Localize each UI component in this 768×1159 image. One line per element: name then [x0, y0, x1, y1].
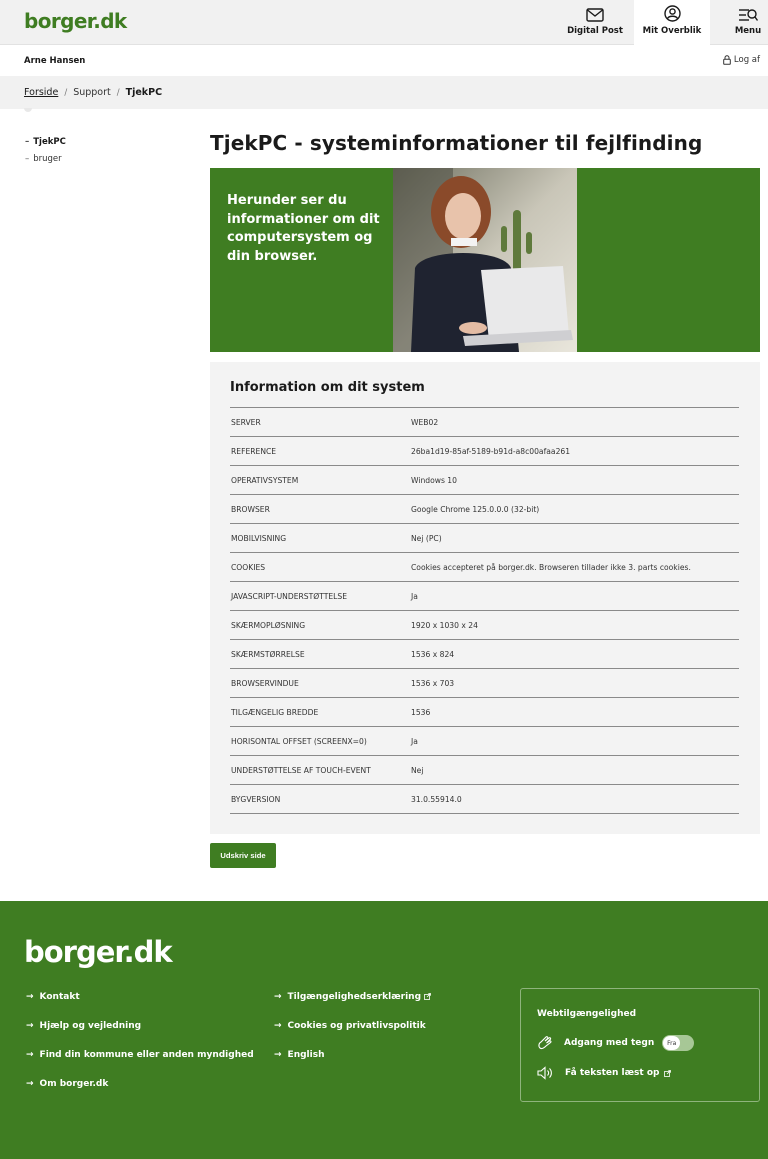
accessibility-panel	[520, 988, 760, 1102]
table-row	[230, 640, 739, 669]
table-row	[230, 727, 739, 756]
footer-link-cookies[interactable]	[274, 1011, 431, 1040]
breadcrumb-decoration	[24, 108, 32, 112]
row-value: 31.0.55914.0	[411, 794, 462, 804]
read-aloud-button[interactable]	[537, 1066, 682, 1080]
logout-label: Log af	[733, 55, 760, 65]
arrow-right-icon: →	[26, 1078, 34, 1089]
row-value: Ja	[411, 591, 418, 601]
sign-language-label: Adgang med tegn	[564, 1038, 655, 1048]
footer-link-label: Kontakt	[39, 991, 80, 1002]
footer-link-about[interactable]	[26, 1069, 254, 1098]
toggle-state-label: Fra	[663, 1036, 680, 1050]
top-header	[0, 0, 768, 45]
dash-icon: –	[25, 137, 30, 147]
side-navigation	[25, 137, 66, 171]
external-link-icon	[664, 1070, 671, 1077]
system-info-title: Information om dit system	[230, 380, 425, 395]
hero-photo	[393, 168, 577, 352]
footer-link-label: Om borger.dk	[39, 1078, 109, 1089]
breadcrumb-current: TjekPC	[125, 87, 163, 98]
mit-overblik-button[interactable]	[634, 0, 710, 45]
sidenav-item-bruger[interactable]	[25, 154, 66, 164]
row-value: Windows 10	[411, 475, 457, 485]
table-row	[230, 553, 739, 582]
row-key: JAVASCRIPT-UNDERSTØTTELSE	[231, 591, 348, 601]
speaker-icon	[537, 1066, 554, 1080]
site-logo[interactable]: borger.dk	[24, 9, 127, 33]
row-value: 26ba1d19-85af-5189-b91d-a8c00afaa261	[411, 446, 571, 456]
sign-language-row	[537, 1035, 694, 1051]
row-key: HORISONTAL OFFSET (SCREENX=0)	[231, 736, 367, 746]
footer-link-kontakt[interactable]	[26, 982, 254, 1011]
sidenav-item-tjekpc[interactable]	[25, 137, 66, 147]
site-footer	[0, 901, 768, 1159]
digital-post-button[interactable]	[562, 0, 628, 45]
digital-post-label: Digital Post	[567, 26, 623, 36]
footer-link-label: Cookies og privatlivspolitik	[287, 1020, 426, 1031]
accessibility-title: Webtilgængelighed	[537, 1009, 637, 1019]
row-key: BROWSER	[231, 504, 270, 514]
mit-overblik-label: Mit Overblik	[642, 26, 702, 36]
read-aloud-label: Få teksten læst op	[565, 1068, 660, 1078]
row-value: Google Chrome 125.0.0.0 (32-bit)	[411, 504, 540, 514]
sidenav-item-label: bruger	[33, 154, 62, 164]
system-info-box	[210, 362, 760, 834]
row-value: Ja	[411, 736, 418, 746]
menu-button[interactable]	[730, 0, 766, 45]
arrow-right-icon: →	[26, 1020, 34, 1031]
row-key: REFERENCE	[231, 446, 277, 456]
hero-text: Herunder ser du informationer om dit computersystem og din browser.	[227, 193, 380, 264]
row-key: OPERATIVSYSTEM	[231, 475, 299, 485]
row-value: 1536 x 824	[411, 649, 455, 659]
arrow-right-icon: →	[274, 1049, 282, 1060]
table-row	[230, 408, 739, 437]
row-key: BYGVERSION	[231, 794, 281, 804]
row-key: SERVER	[231, 417, 261, 427]
arrow-right-icon: →	[26, 991, 34, 1002]
table-row	[230, 669, 739, 698]
footer-links-column-1	[26, 982, 254, 1098]
row-value: 1536 x 703	[411, 678, 455, 688]
row-value: 1536	[411, 707, 431, 717]
breadcrumb-support[interactable]: Support	[73, 87, 111, 98]
table-row	[230, 785, 739, 814]
row-value: Cookies accepteret på borger.dk. Browseren tillader ikke 3. parts cookies.	[411, 562, 691, 572]
print-page-button[interactable]: Udskriv side	[210, 843, 276, 868]
footer-logo[interactable]: borger.dk	[24, 935, 172, 969]
arrow-right-icon: →	[274, 1020, 282, 1031]
footer-link-label: Hjælp og vejledning	[39, 1020, 142, 1031]
breadcrumb	[24, 87, 162, 98]
arrow-right-icon: →	[274, 991, 282, 1002]
logout-button[interactable]	[723, 55, 760, 65]
row-value: Nej	[411, 765, 424, 775]
row-key: BROWSERVINDUE	[231, 678, 299, 688]
dash-icon: –	[25, 154, 30, 164]
envelope-icon	[586, 8, 604, 22]
footer-link-help[interactable]	[26, 1011, 254, 1040]
breadcrumb-bar	[0, 76, 768, 109]
sign-language-hand-icon	[537, 1035, 553, 1051]
table-row	[230, 582, 739, 611]
menu-search-icon	[738, 8, 758, 22]
table-row	[230, 495, 739, 524]
external-link-icon	[424, 993, 431, 1000]
row-value: Nej (PC)	[411, 533, 442, 543]
system-info-table	[230, 407, 739, 814]
table-row	[230, 756, 739, 785]
footer-link-english[interactable]	[274, 1040, 431, 1069]
footer-links-column-2	[274, 982, 431, 1069]
table-row	[230, 524, 739, 553]
user-name: Arne Hansen	[24, 56, 86, 66]
row-key: COOKIES	[231, 562, 266, 572]
row-key: TILGÆNGELIG BREDDE	[231, 707, 319, 717]
row-key: MOBILVISNING	[231, 533, 287, 543]
row-value: 1920 x 1030 x 24	[411, 620, 478, 630]
sidenav-item-label: TjekPC	[33, 137, 66, 147]
table-row	[230, 437, 739, 466]
row-key: SKÆRMOPLØSNING	[231, 620, 306, 630]
sign-language-toggle[interactable]	[662, 1035, 694, 1051]
table-row	[230, 466, 739, 495]
row-key: SKÆRMSTØRRELSE	[231, 649, 305, 659]
breadcrumb-home[interactable]: Forside	[24, 87, 59, 98]
footer-link-accessibility-statement[interactable]	[274, 982, 431, 1011]
footer-link-label: English	[287, 1049, 325, 1060]
user-circle-icon	[664, 5, 681, 22]
arrow-right-icon: →	[26, 1049, 34, 1060]
breadcrumb-separator: /	[64, 87, 68, 98]
lock-icon	[723, 55, 731, 65]
menu-label: Menu	[734, 26, 762, 36]
row-value: WEB02	[411, 417, 439, 427]
page-title: TjekPC - systeminformationer til fejlfinding	[210, 131, 703, 155]
row-key: UNDERSTØTTELSE AF TOUCH-EVENT	[231, 765, 371, 775]
footer-link-label: Tilgængelighedserklæring	[287, 991, 422, 1002]
table-row	[230, 698, 739, 727]
breadcrumb-separator: /	[116, 87, 120, 98]
table-row	[230, 611, 739, 640]
footer-link-label: Find din kommune eller anden myndighed	[39, 1049, 254, 1060]
hero-banner	[210, 168, 760, 352]
footer-link-find-kommune[interactable]	[26, 1040, 254, 1069]
user-bar	[0, 45, 768, 76]
